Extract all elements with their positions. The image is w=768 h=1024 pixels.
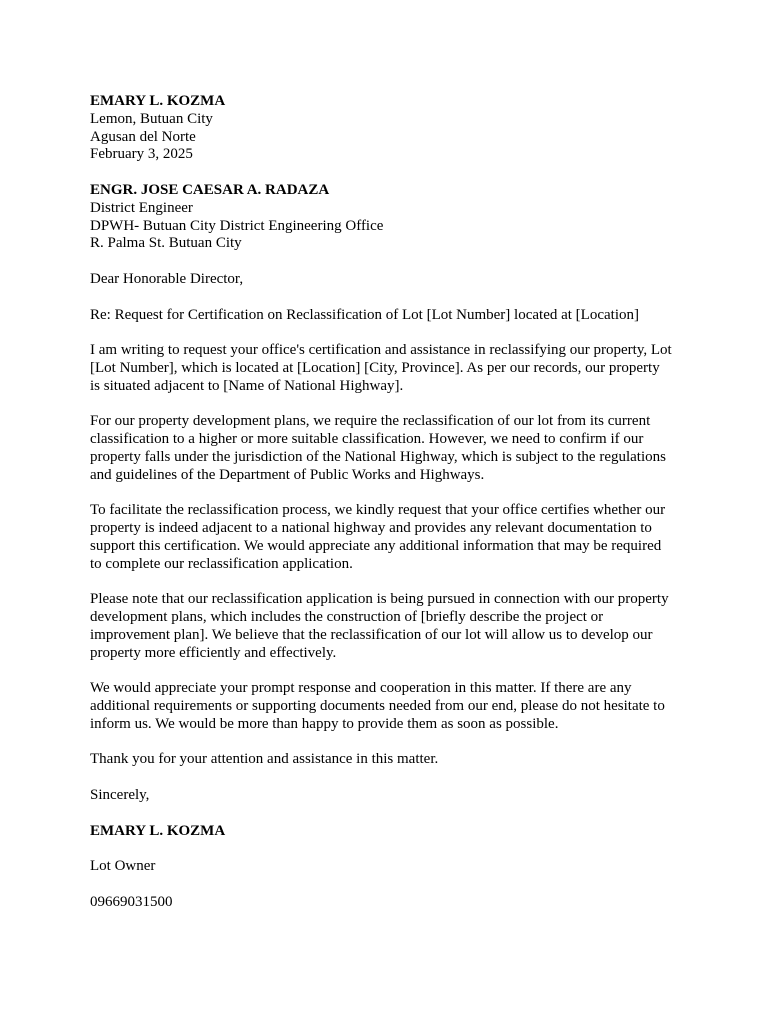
paragraph-line: improvement plan]. We believe that the reclassification of our lot will allow us to develop our <box>90 626 653 643</box>
signature-role: Lot Owner <box>90 858 156 875</box>
spacer <box>90 574 690 592</box>
spacer <box>90 253 690 271</box>
body-paragraph-5 <box>90 680 690 733</box>
sender-address-line-2: Agusan del Norte <box>90 128 196 145</box>
body-paragraph-2 <box>90 413 690 484</box>
spacer <box>90 734 690 752</box>
subject-line: Re: Request for Certification on Reclassification of Lot [Lot Number] located at [Location] <box>90 306 639 323</box>
recipient-title: District Engineer <box>90 199 193 216</box>
recipient-block <box>90 182 690 253</box>
recipient-address: R. Palma St. Butuan City <box>90 235 242 252</box>
recipient-name: ENGR. JOSE CAESAR A. RADAZA <box>90 181 330 198</box>
paragraph-line: property more efficiently and effectively. <box>90 644 337 661</box>
closing: Sincerely, <box>90 787 150 804</box>
paragraph-line: We would appreciate your prompt response and cooperation in this matter. If there are any <box>90 680 632 697</box>
paragraph-line: Thank you for your attention and assistance in this matter. <box>90 751 439 768</box>
paragraph-line: to complete our reclassification application. <box>90 555 353 572</box>
paragraph-line: I am writing to request your office's certification and assistance in reclassifying our property, Lot <box>90 342 672 359</box>
paragraph-line: and guidelines of the Department of Public Works and Highways. <box>90 466 485 483</box>
paragraph-line: development plans, which includes the construction of [briefly describe the project or <box>90 609 604 626</box>
spacer <box>90 840 690 858</box>
paragraph-line: is situated adjacent to [Name of National Highway]. <box>90 377 404 394</box>
paragraph-line: support this certification. We would appreciate any additional information that may be required <box>90 537 662 554</box>
paragraph-line: additional requirements or supporting documents needed from our end, please do not hesitate to <box>90 698 665 715</box>
paragraph-line: Please note that our reclassification application is being pursued in connection with our property <box>90 591 669 608</box>
paragraph-line: classification to a higher or more suitable classification. However, we need to confirm if our <box>90 431 644 448</box>
signature-phone: 09669031500 <box>90 893 173 910</box>
spacer <box>90 769 690 787</box>
sender-address-line-1: Lemon, Butuan City <box>90 110 213 127</box>
spacer <box>90 164 690 182</box>
sender-name: EMARY L. KOZMA <box>90 93 226 109</box>
spacer <box>90 876 690 894</box>
paragraph-line: [Lot Number], which is located at [Location] [City, Province]. As per our records, our property <box>90 359 660 376</box>
signature-name: EMARY L. KOZMA <box>90 822 226 839</box>
body-paragraph-6 <box>90 751 690 769</box>
body-paragraph-4 <box>90 591 690 662</box>
sender-block <box>90 93 690 164</box>
spacer <box>90 396 690 414</box>
spacer <box>90 485 690 503</box>
paragraph-line: inform us. We would be more than happy to provide them as soon as possible. <box>90 715 559 732</box>
spacer <box>90 805 690 823</box>
body-paragraph-1 <box>90 342 690 395</box>
paragraph-line: For our property development plans, we require the reclassification of our lot from its current <box>90 413 651 430</box>
salutation: Dear Honorable Director, <box>90 270 244 287</box>
paragraph-line: property is indeed adjacent to a national highway and provides any relevant documentation to <box>90 520 652 537</box>
paragraph-line: To facilitate the reclassification process, we kindly request that your office certifies whether our <box>90 502 666 519</box>
paragraph-line: property falls under the jurisdiction of the National Highway, which is subject to the regulations <box>90 448 666 465</box>
spacer <box>90 289 690 307</box>
spacer <box>90 324 690 342</box>
letter-date: February 3, 2025 <box>90 146 193 163</box>
letter-page <box>90 93 690 912</box>
spacer <box>90 663 690 681</box>
recipient-office: DPWH- Butuan City District Engineering Office <box>90 217 384 234</box>
body-paragraph-3 <box>90 502 690 573</box>
